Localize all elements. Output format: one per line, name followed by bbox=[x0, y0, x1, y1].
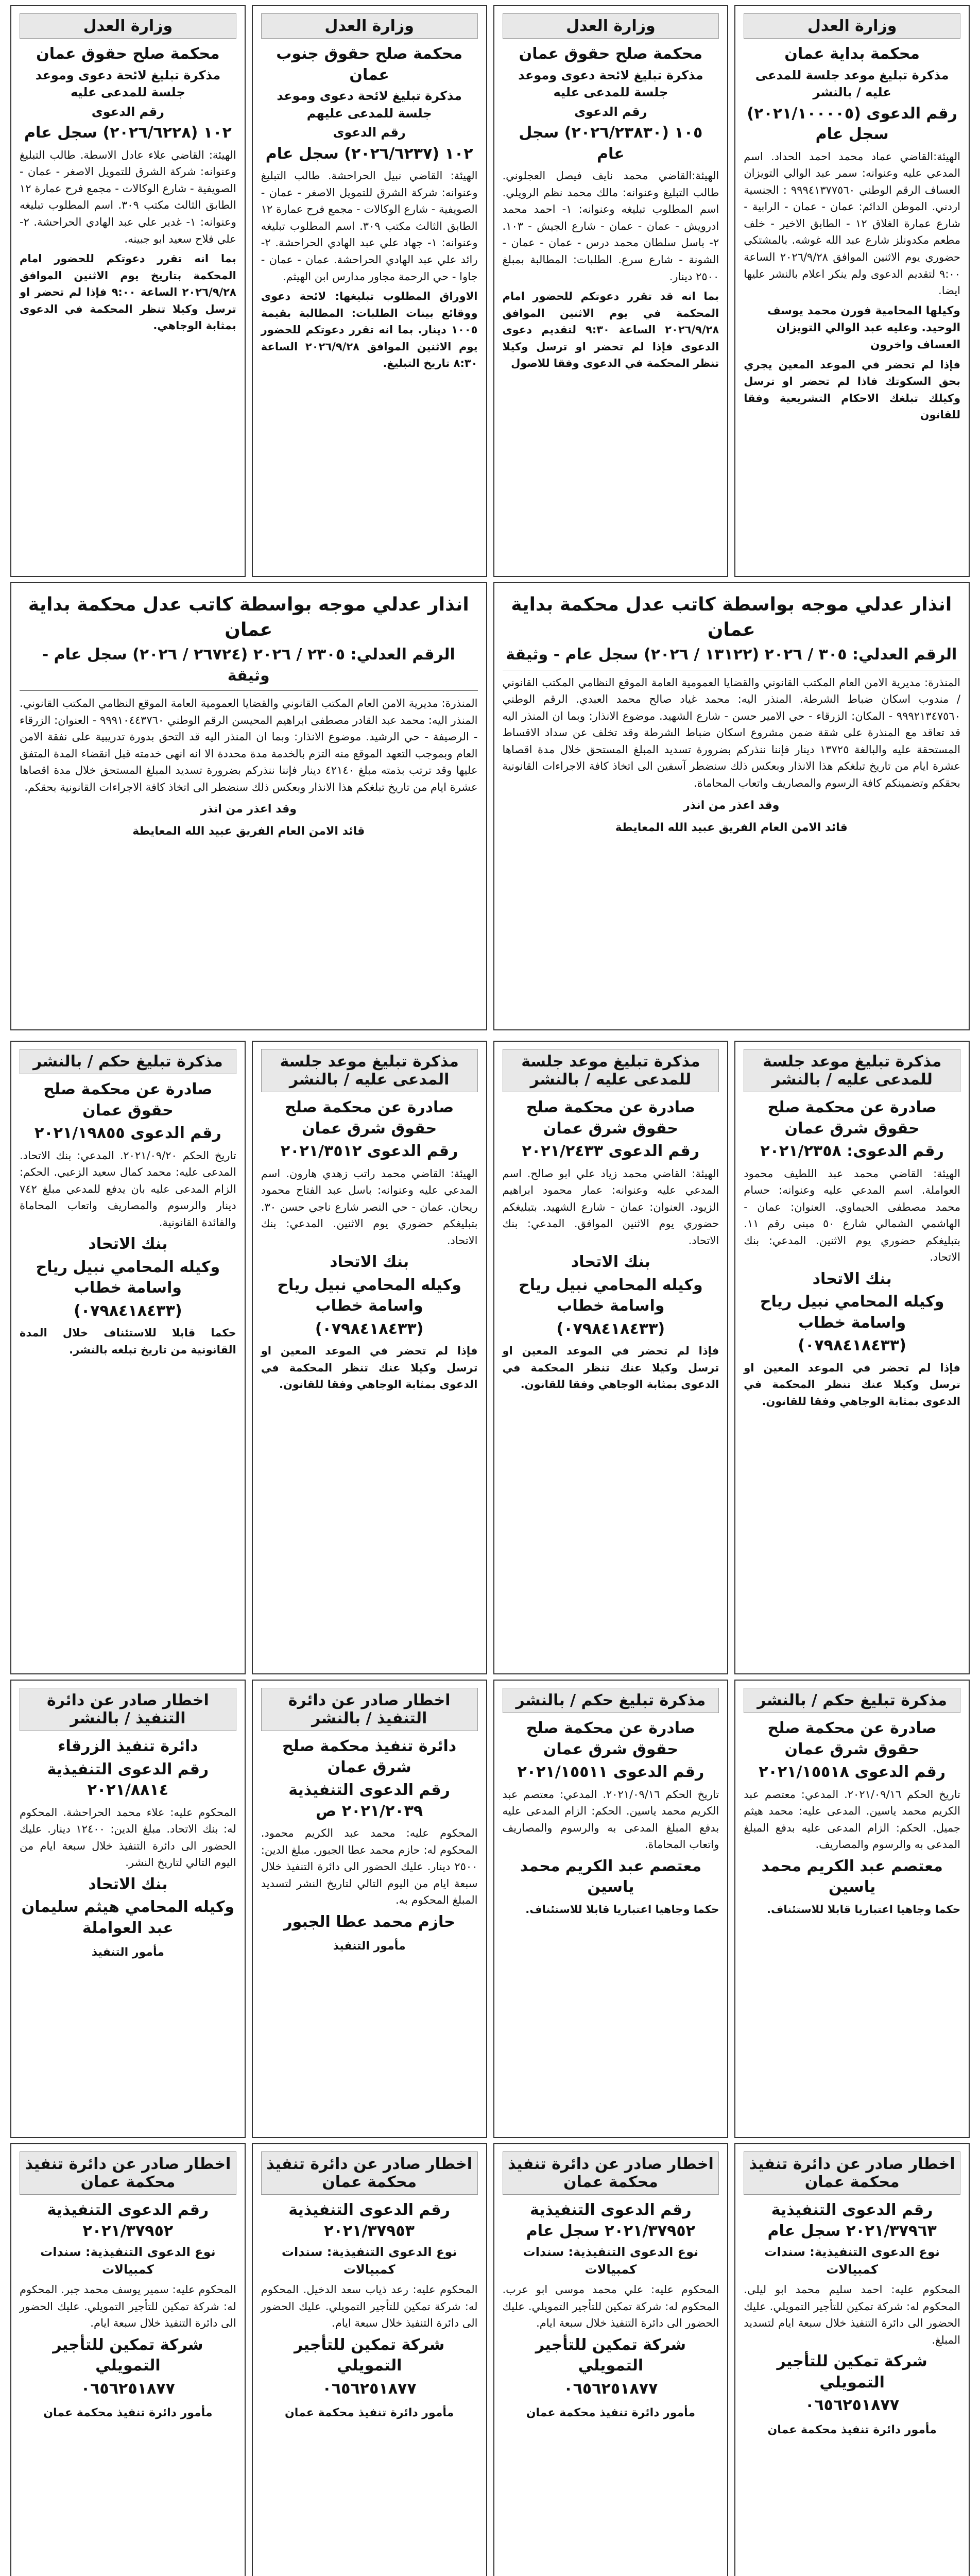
court-notice bbox=[734, 1041, 970, 1674]
warning-signer: قائد الامن العام الفريق عبيد الله المعايطة bbox=[132, 825, 365, 838]
notice-body: الهيئة: القاضي محمد زياد علي ابو صالح. اسم المدعي عليه وعنوانه: عمار محمود ابراهيم الزيود. العنوان: عمان - شارع الشهيد. بتبليغكم حضوري يوم الاثنين الموافق. المدعي: بنك الاتحاد. bbox=[502, 1167, 719, 1247]
notice-body: الهيئة:القاضي عماد محمد احمد الحداد. اسم المدعي عليه وعنوانه: سمر عبد الوالي التويزان العساف الرقم الوطني ٩٩٩٤١٣٧٧٥٦٠ : الجنسية اردني. الموطن الدائم: عمان - عمان - الرابية - شارع عمارة الغلاق ١٢ - الطابق الاخير - خلف مطعم مكدونلز شارع عبد الله غوشه. بالمشتكي حضوري يوم الاثنين الموافق ٢٠٢٦/٩/٢٨ الساعة ٩:٠٠ لتقديم الدعوى ولم ينكر اعلام بالنشر عليها ايضا. bbox=[744, 150, 960, 297]
case-number: رقم الدعوى التنفيذية ٢٠٢١/٣٧٩٥٢ سجل عام bbox=[526, 2201, 696, 2240]
notice-body: المحكوم عليه: رعد ذياب سعد الدخيل. المحكوم له: شركة تمكين للتأجير التمويلي. عليك الحضور الى دائرة التنفيذ خلال سبعة ايام. bbox=[261, 2283, 478, 2330]
lawyer-name: وكيله المحامي هيثم سليمان عبد العواملة bbox=[21, 1898, 235, 1937]
case-number: ١٠٢ (٢٠٢٦/٦٢٢٨) سجل عام bbox=[24, 124, 232, 142]
ministry-header: وزارة العدل bbox=[503, 13, 719, 39]
issuing-court: صادرة عن محكمة صلح حقوق شرق عمان bbox=[767, 1098, 937, 1138]
court-notice bbox=[734, 1680, 970, 2138]
court-notice bbox=[734, 5, 970, 577]
notice-type: مذكرة تبليغ حكم / بالنشر bbox=[20, 1049, 236, 1074]
divider bbox=[20, 690, 478, 691]
issuing-court: صادرة عن محكمة صلح حقوق شرق عمان bbox=[767, 1719, 937, 1758]
case-number: رقم الدعوى (٢٠٢١/١٠٠٠٠٥) سجل عام bbox=[747, 104, 957, 144]
lawyer-name: وكيله المحامي نبيل رياح واسامة خطاب bbox=[519, 1276, 703, 1315]
lawyer-phone: (٠٧٩٨٤١٨٤٣٣) bbox=[315, 1319, 424, 1338]
notice-body: الهيئة: القاضي محمد عبد اللطيف محمود العواملة. اسم المدعي عليه وعنوانه: حسام محمد مصطفى الحيماوي. العنوان: عمان - الهاشمي الشمالي شارع ٥٠ مبنى رقم ١١. بتبليغكم حضوري يوم الاثنين. المدعي: بنك الاتحاد. bbox=[744, 1167, 961, 1264]
execution-type: نوع الدعوى التنفيذية: سندات كمبيالات bbox=[764, 2245, 940, 2277]
notice-closing: مأمور دائرة تنفيذ محكمة عمان bbox=[284, 2406, 454, 2420]
notices-row-2 bbox=[10, 582, 970, 1030]
case-number: رقم الدعوى ٢٠٢١/١٥٥١٨ bbox=[759, 1763, 946, 1781]
execution-type: نوع الدعوى التنفيذية: سندات كمبيالات bbox=[40, 2245, 216, 2277]
case-number: رقم الدعوى التنفيذية ٢٠٢١/٣٧٩٥٢ bbox=[47, 2201, 209, 2240]
warning-body: المنذرة: مديرية الامن العام المكتب القانوني والقضايا العمومية العامة الموقع النظامي المكتب القانوني / مندوب اسكان ضباط الشرطة. المنذر اليه: محمد غياد صالح محمد العبدي. الرقم الوطني ٩٩٩٢١٣٤٧٥٦٠ - المكان: الزرقاء - حي الامير حسن - شارع الشهيد. موضوع الانذار: وبما ان المنذر اليه قد تعاقد مع المنذرة على شقة ضمن مشروع اسكان ضباط الشرطة وقد تخلف عن سداد الاقساط المستحقة عليه والبالغة ١٣٧٢٥ دينار فإننا ننذركم بضرورة تسديد المبلغ المستحق خلال مدة اقصاها عشرة ايام من تاريخ تبلغكم هذا الانذار وبعكس ذلك سنضطر آسفين الى اتخاذ كافة الاجراءات القانونية بحقكم وتضمينكم كافة الرسوم والمصاريف واتعاب المحاماة. bbox=[502, 676, 960, 789]
notices-row-5 bbox=[10, 2143, 970, 2576]
warning-sign-line: وقد اعذر من انذر bbox=[200, 803, 297, 816]
notice-closing: مأمور دائرة تنفيذ محكمة عمان bbox=[43, 2406, 213, 2420]
notice-closing: فإذا لم تحضر في الموعد المعين يجري بحق السكوتك فاذا لم تحضر او ترسل وكيلك تبلغك الاحكام التشريعية وفقا للقانون bbox=[744, 358, 960, 421]
party-name: شركة تمكين للتأجير التمويلي bbox=[294, 2335, 445, 2375]
notice-closing: بما انه قد تقرر دعوتكم للحضور امام المحكمة في يوم الاثنين الموافق ٢٠٢٦/٩/٢٨ الساعة ٩:٣٠ لتقديم دعوى الدعوى فإذا لم تحضر او ترسل وكيلا تنظر المحكمة في الدعوى وفقا للاصول bbox=[502, 290, 719, 370]
party-name: شركة تمكين للتأجير التمويلي bbox=[535, 2335, 686, 2375]
warning-number: الرقم العدلي: ٣٠٥ / ٢٠٢٦ (١٣١٢٢ / ٢٠٢٦) سجل عام - وثيقة bbox=[506, 646, 957, 664]
notices-row-4 bbox=[10, 1680, 970, 2138]
court-name: محكمة صلح حقوق عمان bbox=[519, 45, 703, 63]
party-name: شركة تمكين للتأجير التمويلي bbox=[777, 2352, 927, 2392]
case-number: رقم الدعوى التنفيذية ٢٠٢١/٨٨١٤ bbox=[47, 1760, 209, 1799]
issuing-court: دائرة تنفيذ الزرقاء bbox=[58, 1737, 198, 1755]
notices-row-1 bbox=[10, 5, 970, 577]
party-name: شركة تمكين للتأجير التمويلي bbox=[53, 2335, 203, 2375]
court-notice bbox=[252, 1041, 487, 1674]
execution-notice bbox=[10, 1680, 246, 2138]
warning-signer: قائد الامن العام الفريق عبيد الله المعايطة bbox=[615, 821, 848, 834]
notice-body: المحكوم عليه: علي محمد موسى ابو عرب. المحكوم له: شركة تمكين للتأجير التمويلي. عليك الحضور الى دائرة التنفيذ خلال سبعة ايام. bbox=[502, 2283, 719, 2330]
notice-type: مذكرة تبليغ موعد جلسة المدعى عليه / بالنشر bbox=[261, 1049, 478, 1092]
judicial-warning-notice bbox=[10, 582, 487, 1030]
lawyer-name: وكيله المحامي نبيل رياح واسامة خطاب bbox=[277, 1276, 461, 1315]
notice-type: مذكرة تبليغ لائحة دعوى وموعد جلسة للمدعى عليه bbox=[35, 67, 221, 100]
warning-body: المنذرة: مديرية الامن العام المكتب القانوني والقضايا العمومية العامة الموقع النظامي المكتب القانوني. المنذر اليه: محمد عبد القادر مصطفى ابراهيم المحيسن الرقم الوطني ٩٩٩١٠٤٤٣٧٦٠ - العنوان: الزرقاء - الرصيفة - حي الرشيد. موضوع الانذار: وبما ان المنذر اليه قد التحق بدورة تدريبية على نفقة الامن العام وبموجب التعهد الموقع منه التزم بالخدمة مدة محددة الا انه انهى خدمته قبل انقضاء المدة المتفق عليها وقد ترتب بذمته مبلغ ٤٢١٤٠ دينار فإننا ننذركم بضرورة تسديد المبلغ المستحق خلال مدة اقصاها عشرة ايام من تاريخ تبلغكم هذا الانذار وبعكس ذلك سنضطر الى اتخاذ كافة الاجراءات القانونية بحقكم. bbox=[20, 697, 478, 793]
execution-notice bbox=[10, 2143, 246, 2576]
notice-type: اخطار صادر عن دائرة تنفيذ محكمة عمان bbox=[744, 2151, 960, 2195]
execution-type: نوع الدعوى التنفيذية: سندات كمبيالات bbox=[281, 2245, 457, 2277]
issuing-court: صادرة عن محكمة صلح حقوق شرق عمان bbox=[526, 1098, 695, 1138]
party-phone: ٠٦٥٦٢٥١٨٧٧ bbox=[80, 2379, 175, 2398]
notice-body: تاريخ الحكم ٢٠٢١/٠٩/١٦. المدعي: معتصم عبد الكريم محمد ياسين. المدعى عليه: محمد هيثم جميل. الحكم: الزام المدعى عليه بدفع المبلغ المدعى به والرسوم والمصاريف. bbox=[744, 1788, 960, 1851]
execution-notice bbox=[252, 1680, 487, 2138]
notice-body: الهيئة:القاضي محمد نايف فيصل العجلوني. طالب التبليغ وعنوانه: مالك محمد نظم الرويلي. اسم المطلوب تبليغه وعنوانه: ١- احمد محمد ادرويش - عمان - عمان - شارع الجيش - ١٠٣. ٢- باسل سلطان محمد درس - عمان - عمان - الشونة - شارع سرع. الطلبات: المطالبة بمبلغ ٢٥٠٠ دينار. bbox=[502, 170, 719, 283]
case-label: رقم الدعوى bbox=[333, 125, 406, 140]
notice-type: مذكرة تبليغ موعد جلسة للمدعى عليه / بالنشر bbox=[755, 67, 949, 100]
lawyer-phone: (٠٧٩٨٤١٨٤٣٣) bbox=[74, 1301, 182, 1320]
notices-row-3 bbox=[10, 1041, 970, 1674]
warning-title: انذار عدلي موجه بواسطة كاتب عدل محكمة بداية عمان bbox=[28, 594, 469, 640]
party-name: معتصم عبد الكريم محمد ياسين bbox=[520, 1857, 702, 1896]
notice-type: مذكرة تبليغ لائحة دعوى وموعد جلسة للمدعى عليهم bbox=[277, 89, 462, 121]
warning-title: انذار عدلي موجه بواسطة كاتب عدل محكمة بداية عمان bbox=[511, 594, 952, 640]
notice-type: مذكرة تبليغ موعد جلسة للمدعى عليه / بالنشر bbox=[503, 1049, 719, 1092]
court-notice bbox=[10, 1041, 246, 1674]
case-number: رقم الدعوى ٢٠٢١/١٥٥١١ bbox=[517, 1763, 704, 1781]
notice-type: اخطار صادر عن دائرة التنفيذ / بالنشر bbox=[261, 1688, 478, 1731]
plaintiff-bank: بنك الاتحاد bbox=[812, 1269, 892, 1288]
notice-type: اخطار صادر عن دائرة تنفيذ محكمة عمان bbox=[20, 2151, 236, 2195]
warning-number: الرقم العدلي: ٢٣٠٥ / ٢٠٢٦ (٢٦٧٢٤ / ٢٠٢٦) سجل عام - وثيقة bbox=[42, 646, 455, 685]
notice-closing: فإذا لم تحضر في الموعد المعين او ترسل وكيلا عنك تنظر المحكمة في الدعوى بمثابة الوجاهي وفقا للقانون. bbox=[744, 1361, 960, 1408]
ministry-header: وزارة العدل bbox=[20, 13, 236, 39]
lawyer-name: وكيله المحامي نبيل رياح واسامة خطاب bbox=[760, 1293, 944, 1332]
execution-notice bbox=[734, 2143, 970, 2576]
plaintiff-bank: بنك الاتحاد bbox=[88, 1235, 168, 1253]
judicial-warning-notice bbox=[493, 582, 970, 1030]
case-number: رقم الدعوى ٢٠٢١/١٩٨٥٥ bbox=[34, 1124, 221, 1142]
notice-closing: فإذا لم تحضر في الموعد المعين او ترسل وكيلا عنك تنظر المحكمة في الدعوى بمثابة الوجاهي وفقا للقانون. bbox=[261, 1345, 478, 1391]
notice-body: المحكوم عليه: سمير يوسف محمد جبر. المحكوم له: شركة تمكين للتأجير التمويلي. عليك الحضور الى دائرة التنفيذ خلال سبعة ايام. bbox=[20, 2283, 236, 2330]
lawyer-name: وكيله المحامي نبيل رياح واسامة خطاب bbox=[36, 1258, 220, 1297]
notice-body: الهيئة: القاضي محمد راتب زهدي هارون. اسم المدعي عليه وعنوانه: باسل عبد الفتاح محمود ريحان. عمان - حي النصر شارع ناجي حسن ٣٠. بتبليغكم حضوري يوم الاثنين. المدعي: بنك الاتحاد. bbox=[261, 1167, 478, 1247]
notice-closing: مأمور دائرة تنفيذ محكمة عمان bbox=[767, 2423, 937, 2436]
notice-closing: بما انه تقرر دعوتكم للحضور امام المحكمة بتاريخ يوم الاثنين الموافق ٢٠٢٦/٩/٢٨ الساعة ٩:٠٠ فإذا لم تحضر او ترسل وكيلا تنظر المحكمة في الدعوى بمثابة الوجاهي. bbox=[20, 252, 236, 332]
notice-closing: مأمور دائرة تنفيذ محكمة عمان bbox=[526, 2406, 696, 2420]
party-name: حازم محمد عطا الجبور bbox=[283, 1912, 455, 1931]
ministry-header: وزارة العدل bbox=[261, 13, 478, 39]
notice-type: اخطار صادر عن دائرة التنفيذ / بالنشر bbox=[20, 1688, 236, 1731]
party-phone: ٠٦٥٦٢٥١٨٧٧ bbox=[563, 2379, 658, 2398]
notice-type: مذكرة تبليغ حكم / بالنشر bbox=[744, 1688, 960, 1713]
notice-type: مذكرة تبليغ موعد جلسة للمدعى عليه / بالنشر bbox=[744, 1049, 960, 1092]
court-notice bbox=[493, 1041, 729, 1674]
issuing-court: صادرة عن محكمة صلح حقوق شرق عمان bbox=[284, 1098, 454, 1138]
notice-closing: الاوراق المطلوب تبليغها: لائحة دعوى ووقائع بينات الطلبات: المطالبة بقيمة ١٠٠٥ دينار. بما انه تقرر دعوتكم للحضور يوم الاثنين الموافق ٢٠٢٦/٩/٢٨ الساعة ٨:٣٠ تاريخ التبليغ. bbox=[261, 290, 478, 370]
notice-closing: حكما وجاهيا اعتباريا قابلا للاستئناف. bbox=[766, 1903, 960, 1916]
notice-body: الهيئة: القاضي نبيل الحراحشة. طالب التبليغ وعنوانه: شركة الشرق للتمويل الاصغر - عمان - الصويفية - شارع الوكالات - مجمع فرح عمارة ١٢ الطابق الثالث مكتب ٣٠٩. اسم المطلوب تبليغه وعنوانه: ١- جهاد علي عبد الهادي الحراحشة. ٢- رائد علي عبد الهادي الحراحشة. عمان - عمان - جاوا - حي الرحمة مجاور مدارس ابن الهيثم. bbox=[261, 170, 478, 283]
party-name: معتصم عبد الكريم محمد ياسين bbox=[761, 1857, 943, 1896]
party-phone: ٠٦٥٦٢٥١٨٧٧ bbox=[322, 2379, 417, 2398]
notice-type: اخطار صادر عن دائرة تنفيذ محكمة عمان bbox=[261, 2151, 478, 2195]
notice-body: المحكوم عليه: محمد عبد الكريم محمود. المحكوم له: حازم محمد عطا الجبور. مبلغ الدين: ٢٥٠٠ دينار. عليك الحضور الى دائرة التنفيذ خلال سبعة ايام من اليوم التالي لتاريخ النشر لتسديد المبلغ المحكوم به. bbox=[261, 1827, 478, 1907]
ministry-header: وزارة العدل bbox=[744, 13, 960, 39]
notice-closing: مأمور التنفيذ bbox=[91, 1946, 164, 1959]
case-number: رقم الدعوى التنفيذية ٢٠٢١/٣٧٩٦٣ سجل عام bbox=[767, 2201, 937, 2240]
execution-type: نوع الدعوى التنفيذية: سندات كمبيالات bbox=[523, 2245, 699, 2277]
notice-type: مذكرة تبليغ لائحة دعوى وموعد جلسة للمدعى عليه bbox=[518, 67, 703, 100]
court-notice bbox=[493, 1680, 729, 2138]
court-name: محكمة صلح حقوق عمان bbox=[36, 45, 220, 63]
execution-notice bbox=[252, 2143, 487, 2576]
court-notice bbox=[10, 5, 246, 577]
notice-type: اخطار صادر عن دائرة تنفيذ محكمة عمان bbox=[503, 2151, 719, 2195]
case-label: رقم الدعوى bbox=[574, 104, 647, 119]
case-number: رقم الدعوى التنفيذية ٢٠٢١/٣٧٩٥٣ bbox=[288, 2201, 450, 2240]
issuing-court: دائرة تنفيذ محكمة صلح شرق عمان bbox=[282, 1737, 457, 1776]
lawyer-phone: (٠٧٩٨٤١٨٤٣٣) bbox=[798, 1336, 906, 1355]
execution-notice bbox=[493, 2143, 729, 2576]
notice-body: المحكوم عليه: علاء محمد الحراحشة. المحكوم له: بنك الاتحاد. مبلغ الدين: ١٢٤٠٠ دينار. عليك الحضور الى دائرة التنفيذ خلال سبعة ايام من اليوم التالي لتاريخ النشر. bbox=[20, 1806, 236, 1869]
court-notice bbox=[493, 5, 729, 577]
court-notice bbox=[252, 5, 487, 577]
case-number: رقم الدعوى التنفيذية ٢٠٢١/٢٠٣٩ ص bbox=[288, 1781, 450, 1820]
issuing-court: صادرة عن محكمة صلح حقوق شرق عمان bbox=[526, 1719, 695, 1758]
case-number: رقم الدعوى ٢٠٢١/٢٤٣٣ bbox=[522, 1142, 700, 1160]
notice-closing: فإذا لم تحضر في الموعد المعين او ترسل وكيلا عنك تنظر المحكمة في الدعوى بمثابة الوجاهي وفقا للقانون. bbox=[502, 1345, 719, 1391]
notice-body: المحكوم عليه: احمد سليم محمد ابو ليلى. المحكوم له: شركة تمكين للتأجير التمويلي. عليك الحضور الى دائرة التنفيذ خلال سبعة ايام لتسديد المبلغ. bbox=[744, 2283, 960, 2346]
case-label: رقم الدعوى bbox=[91, 104, 164, 119]
court-name: محكمة صلح حقوق جنوب عمان bbox=[276, 45, 463, 84]
lawyer-phone: (٠٧٩٨٤١٨٤٣٣) bbox=[556, 1319, 665, 1338]
notice-body: الهيئة: القاضي علاء عادل الاسطة. طالب التبليغ وعنوانه: شركة الشرق للتمويل الاصغر - عمان - الصويفية - شارع الوكالات - مجمع فرح عمارة ١٢ الطابق الثالث مكتب ٣٠٩. اسم المطلوب تبليغه وعنوانه: ١- غدير علي عبد الهادي الحراحشة. ٢- علي فلاح سعيد ابو جبينه. bbox=[20, 148, 236, 245]
notice-closing: حكما وجاهيا اعتباريا قابلا للاستئناف. bbox=[525, 1903, 719, 1916]
notice-closing: مأمور التنفيذ bbox=[333, 1940, 406, 1953]
party-phone: ٠٦٥٦٢٥١٨٧٧ bbox=[805, 2396, 900, 2415]
notice-closing: حكما قابلا للاستئناف خلال المدة القانونية من تاريخ تبلغه بالنشر. bbox=[20, 1327, 236, 1356]
case-number: ١٠٥ (٢٠٢٦/٢٣٨٣٠) سجل عام bbox=[519, 124, 703, 163]
case-number: ١٠٢ (٢٠٢٦/٦٢٣٧) سجل عام bbox=[265, 144, 473, 163]
court-name: محكمة بداية عمان bbox=[784, 45, 920, 63]
warning-sign-line: وقد اعذر من انذر bbox=[683, 799, 780, 812]
party-name: بنك الاتحاد bbox=[88, 1875, 168, 1893]
case-number: رقم الدعوى: ٢٠٢١/٢٣٥٨ bbox=[760, 1142, 944, 1160]
issuing-court: صادرة عن محكمة صلح حقوق عمان bbox=[43, 1080, 213, 1120]
plaintiff-bank: بنك الاتحاد bbox=[330, 1253, 409, 1272]
notice-body: تاريخ الحكم ٢٠٢١/٠٩/٢٠. المدعي: بنك الاتحاد. المدعى عليه: محمد كمال سعيد الزعبي. الحكم: الزام المدعى عليه بان يدفع للمدعي مبلغ ٧٤٢ دينار والرسوم والمصاريف واتعاب المحاماة والفائدة القانونية. bbox=[20, 1149, 236, 1229]
notice-type: مذكرة تبليغ حكم / بالنشر bbox=[503, 1688, 719, 1713]
notice-parties: وكيلها المحامية فورن محمد يوسف الوحيد. وعليه عبد الوالي التويزان العساف واخرون bbox=[767, 304, 960, 351]
case-number: رقم الدعوى ٢٠٢١/٣٥١٢ bbox=[280, 1142, 458, 1160]
plaintiff-bank: بنك الاتحاد bbox=[571, 1253, 650, 1272]
notice-body: تاريخ الحكم ٢٠٢١/٠٩/١٦. المدعي: معتصم عبد الكريم محمد ياسين. الحكم: الزام المدعى عليه بدفع المبلغ المدعى به والرسوم والمصاريف واتعاب المحاماة. bbox=[502, 1788, 719, 1851]
